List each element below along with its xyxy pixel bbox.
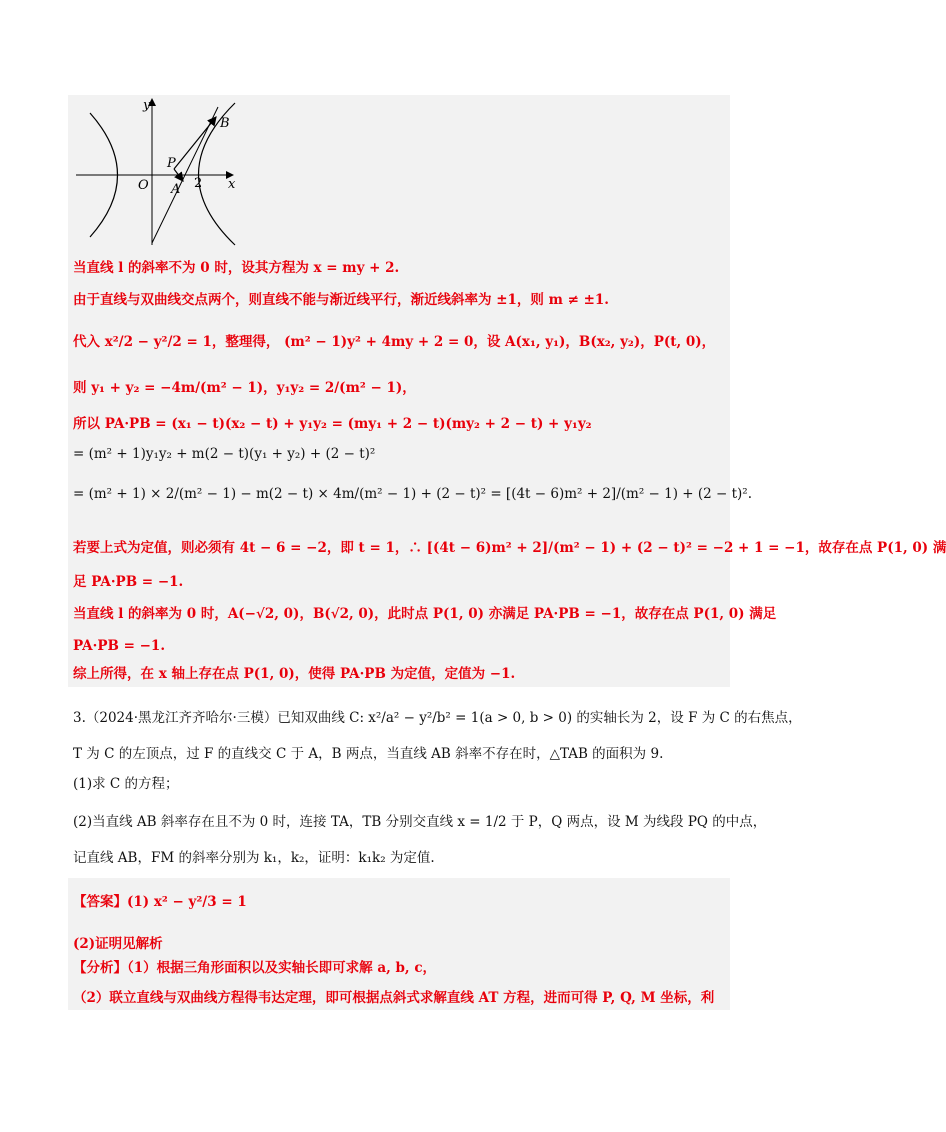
label-x: x [228,177,236,192]
problem-line-2: T 为 C 的左顶点，过 F 的直线交 C 于 A，B 两点，当直线 AB 斜率不存在时，△TAB 的面积为 9. [73,746,664,762]
problem-line-4: (2)当直线 AB 斜率存在且不为 0 时，连接 TA，TB 分别交直线 x = 1/2 于 P，Q 两点，设 M 为线段 PQ 的中点， [73,814,767,830]
solution-line-6: = (m² + 1)y₁y₂ + m(2 − t)(y₁ + y₂) + (2 − t)² [73,446,376,462]
solution-line-9: 足 PA·PB = −1. [73,574,184,590]
label-A: A [171,182,181,197]
problem-line-5: 记直线 AB，FM 的斜率分别为 k₁，k₂，证明：k₁k₂ 为定值. [73,850,435,866]
vector-PB [174,117,216,169]
solution-line-3: 代入 x²/2 − y²/2 = 1，整理得， (m² − 1)y² + 4my + 2 = 0，设 A(x₁, y₁)，B(x₂, y₂)，P(t, 0)， [73,334,716,350]
analysis-line-2: （2）联立直线与双曲线方程得韦达定理，即可根据点斜式求解直线 AT 方程，进而可得 P, Q, M 坐标，利 [73,990,715,1006]
solution-line-1: 当直线 l 的斜率不为 0 时，设其方程为 x = my + 2. [73,260,400,276]
hyperbola-figure [70,95,240,247]
solution-line-7: = (m² + 1) × 2/(m² − 1) − m(2 − t) × 4m/(m² − 1) + (2 − t)² = [(4t − 6)m² + 2]/(m² − 1) + (2 − t)². [73,486,753,502]
solution-line-10: 当直线 l 的斜率为 0 时，A(−√2, 0)，B(√2, 0)，此时点 P(1, 0) 亦满足 PA·PB = −1，故存在点 P(1, 0) 满足 [73,606,777,622]
problem-line-1: 3.（2024·黑龙江齐齐哈尔·三模）已知双曲线 C: x²/a² − y²/b² = 1(a > 0, b > 0) 的实轴长为 2，设 F 为 C 的右焦点， [73,710,802,726]
answer-line-1: 【答案】(1) x² − y²/3 = 1 [73,894,247,910]
solution-line-5: 所以 PA·PB = (x₁ − t)(x₂ − t) + y₁y₂ = (my₁ + 2 − t)(my₂ + 2 − t) + y₁y₂ [73,416,592,432]
solution-line-8: 若要上式为定值，则必须有 4t − 6 = −2，即 t = 1，∴ [(4t − 6)m² + 2]/(m² − 1) + (2 − t)² = −2 + 1 = −1，故存在点 P(1, 0) 满 [73,540,946,556]
label-y: y [143,98,151,113]
problem-line-3: (1)求 C 的方程； [73,776,179,792]
solution-line-4: 则 y₁ + y₂ = −4m/(m² − 1)，y₁y₂ = 2/(m² − 1)， [73,380,416,396]
solution-line-11: PA·PB = −1. [73,638,166,654]
answer-line-2: (2)证明见解析 [73,936,163,952]
label-origin: O [138,178,149,193]
label-B: B [220,116,230,131]
analysis-line-1: 【分析】（1）根据三角形面积以及实轴长即可求解 a, b, c， [73,960,437,976]
label-two: 2 [194,176,203,191]
solution-line-2: 由于直线与双曲线交点两个，则直线不能与渐近线平行，渐近线斜率为 ±1，则 m ≠ ±1. [73,292,610,308]
solution-line-12: 综上所得，在 x 轴上存在点 P(1, 0)，使得 PA·PB 为定值，定值为 −1. [73,666,516,682]
label-P: P [167,156,176,171]
